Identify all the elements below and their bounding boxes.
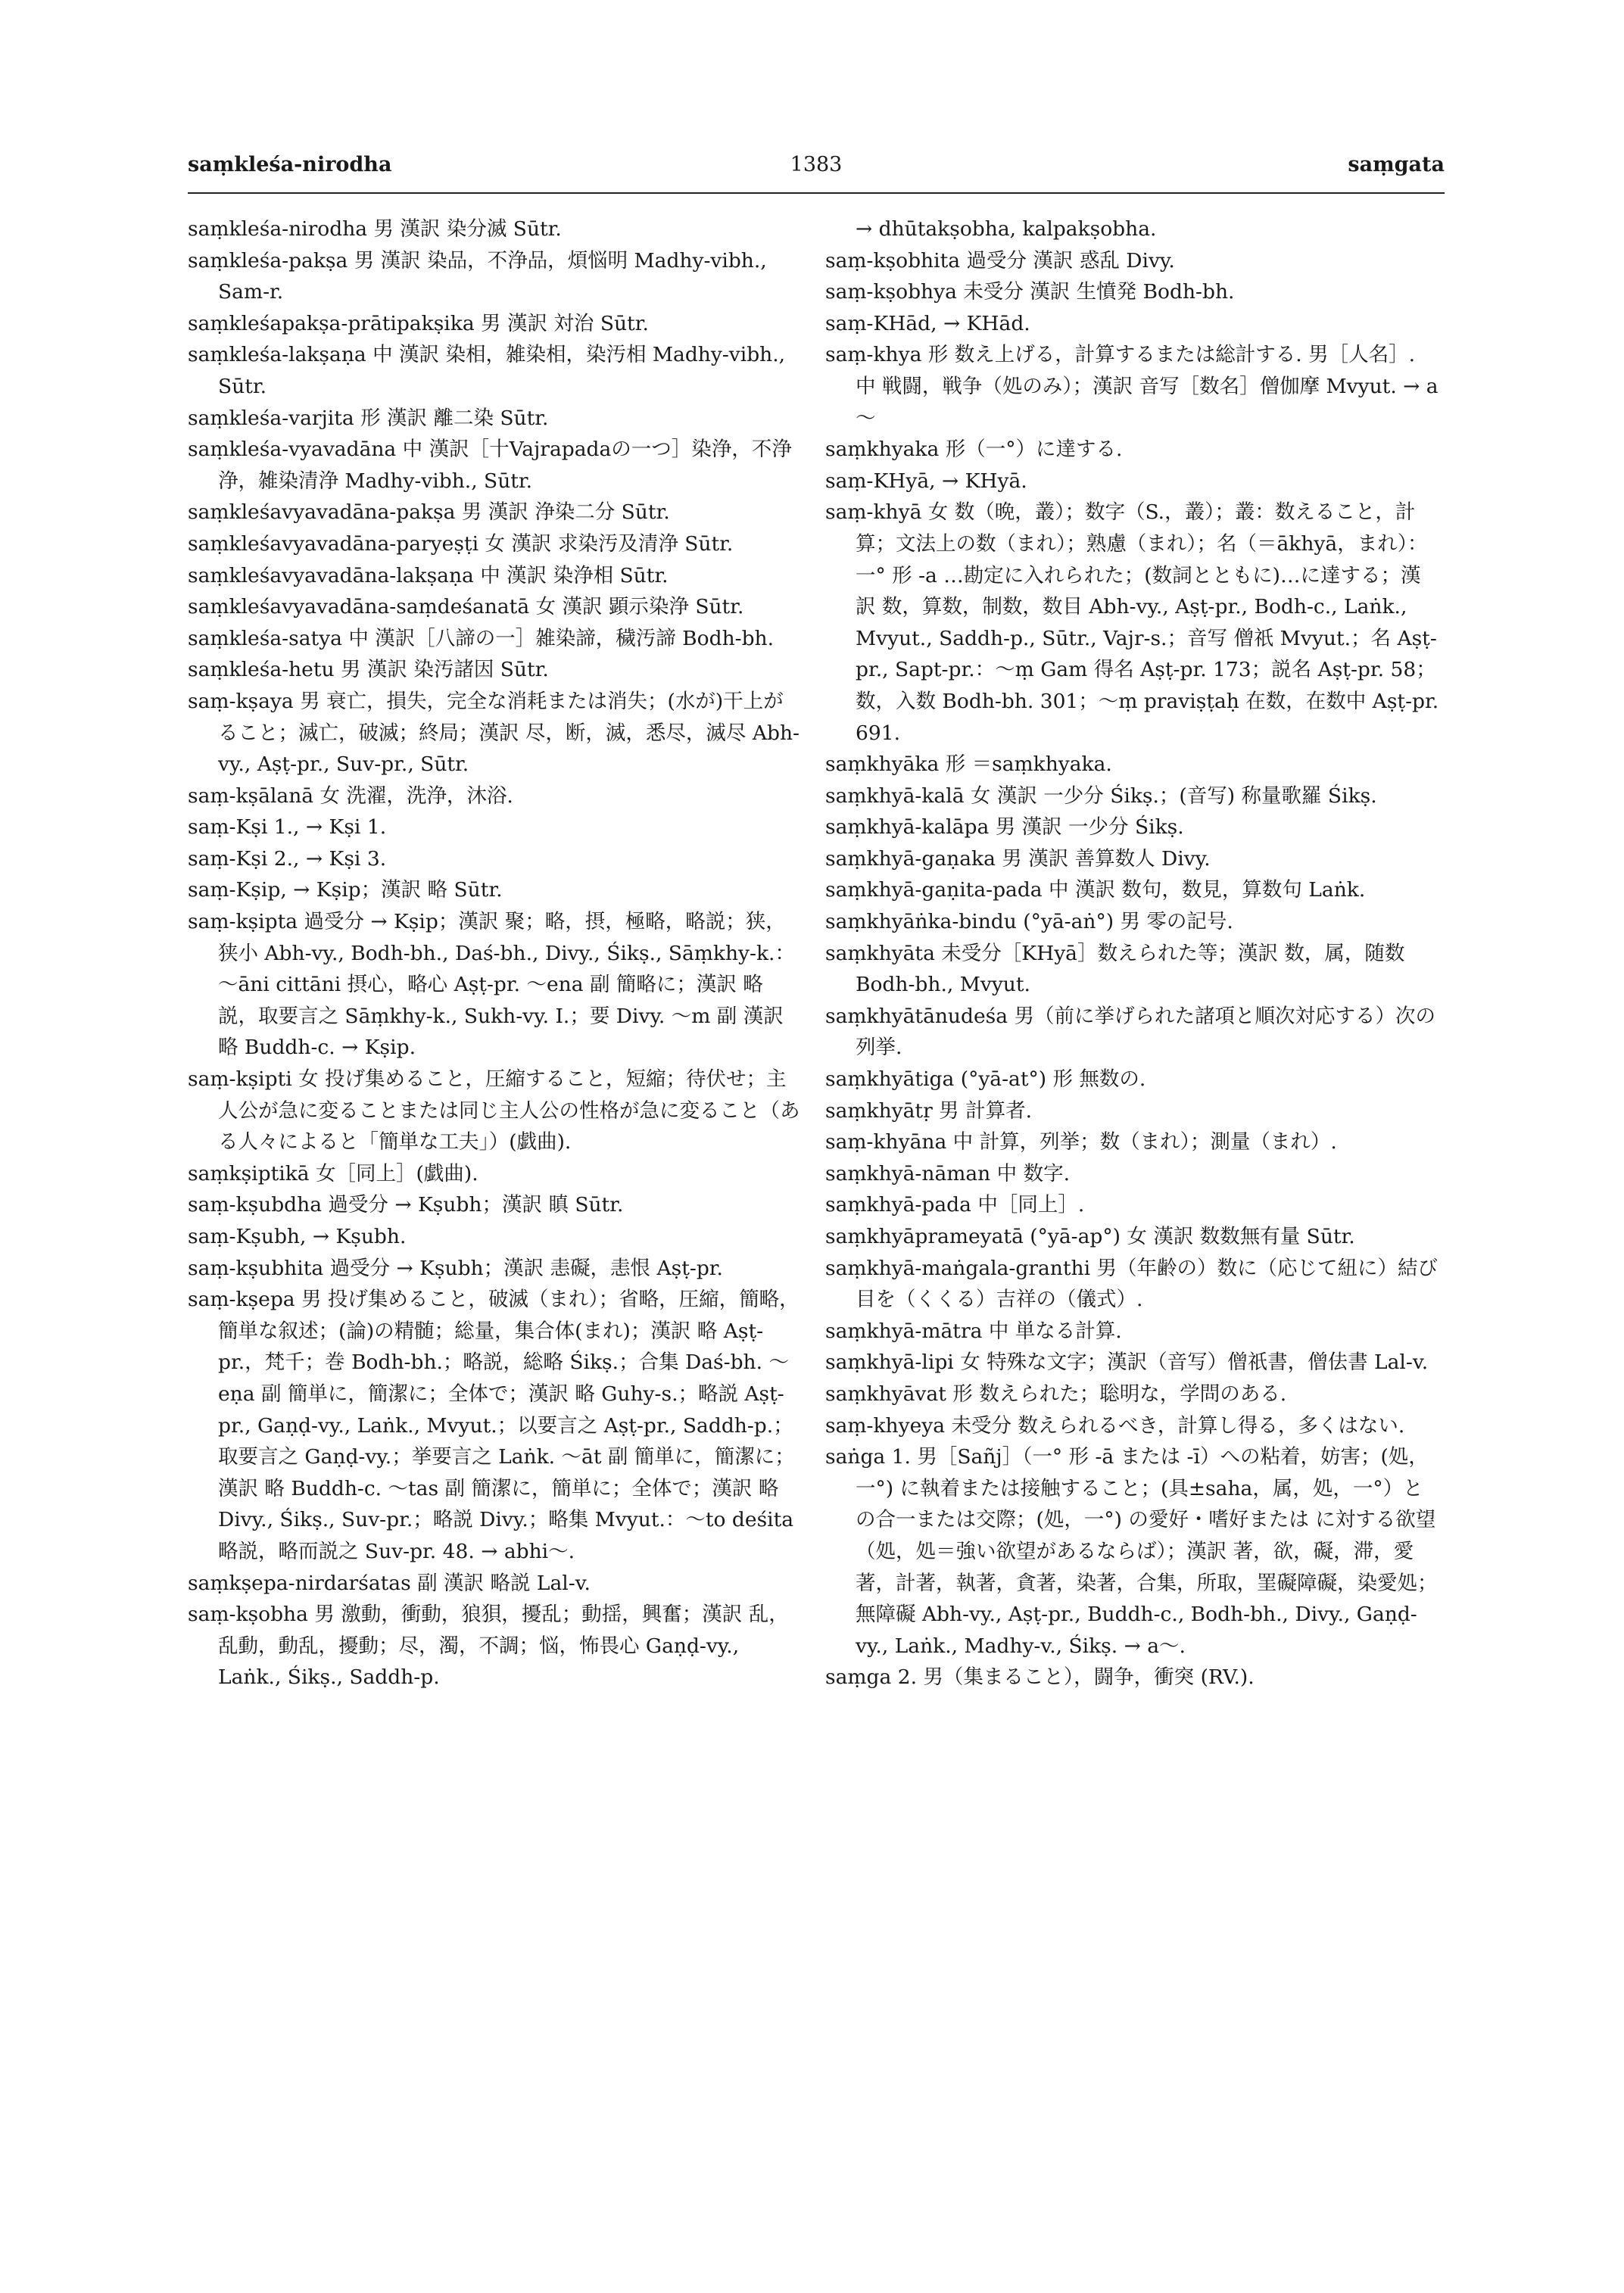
entry: saṃkhyātṛ 男 計算者. — [825, 1098, 1033, 1123]
entry: saṃ-kṣipta 過受分 → Kṣip；漢訳 聚；略，摂，極略，略説；狭，狭小 Abh-vy., Bodh-bh., Daś-bh., Divy., Śikṣ., Sāṃkhy-k.：～āni cittāni 摂心，略心 Aṣṭ-pr. ～ena 副 簡略に；漢訳 略説，取要言之 Sāṃkhy-k., Sukh-vy. I.；要 Divy. ～m 副 漢訳 略 Buddh-c. → Kṣip. — [188, 910, 795, 1060]
left-column — [188, 213, 803, 1693]
entry: saṃkleśa-vyavadāna 中 漢訳［十Vajrapadaの一つ］染浄，不浄浄，雑染清浄 Madhy-vibh., Sūtr. — [188, 438, 792, 493]
entry: saṃkhyā-kalā 女 漢訳 一少分 Śikṣ.；(音写) 称量歌羅 Śikṣ. — [825, 784, 1377, 808]
entry: saṃkhyāvat 形 数えられた；聡明な，学問のある. — [825, 1382, 1287, 1406]
entry: saṅga 1. 男［Sañj］（一° 形 -ā または -ī）への粘着，妨害；(処，一°) に執着または接触すること；(具±saha，属，処，一°）との合一または交際；(処，一°) の愛好・嗜好または に対する欲望（処，処＝強い欲望があるならば）；漢訳 著，欲，礙，滞，愛著，計著，執著，貪著，染著，合集，所取，罣礙障礙，染愛処；無障礙 Abh-vy., Aṣṭ-pr., Buddh-c., Bodh-bh., Divy., Gaṇḍ-vy., Laṅk., Madhy-v., Śikṣ. → a～. — [825, 1445, 1438, 1658]
header-right-headword: saṃgata — [1348, 153, 1445, 176]
entry: saṃkhyā-mātra 中 単なる計算. — [825, 1319, 1122, 1343]
entry: saṃ-KHād, → KHād. — [825, 311, 1030, 335]
entry: saṃ-khyā 女 数（晩，叢）；数字（S.，叢）；叢：数えること，計算；文法上の数（まれ）；熟慮（まれ）；名（＝ākhyā，まれ）：一° 形 -a …勘定に入れられた；(数詞とともに)…に達する；漢訳 数，算数，制数，数目 Abh-vy., Aṣṭ-pr., Bodh-c., Laṅk., Mvyut., Saddh-p., Sūtr., Vajr-s.；音写 僧祇 Mvyut.；名 Aṣṭ-pr., Sapt-pr.：～ṃ Gam 得名 Aṣṭ-pr. 173；説名 Aṣṭ-pr. 58；数，入数 Bodh-bh. 301；～ṃ praviṣṭaḥ 在数，在数中 Aṣṭ-pr. 691. — [825, 500, 1439, 745]
entry: saṃ-kṣubhita 過受分 → Kṣubh；漢訳 恚礙，恚恨 Aṣṭ-pr. — [188, 1256, 723, 1280]
entry: saṃ-Kṣi 1., → Kṣi 1. — [188, 815, 387, 840]
header-rule — [188, 192, 1445, 194]
entry: saṃ-kṣepa 男 投げ集めること，破滅（まれ）；省略，圧縮，簡略，簡単な叙述；(論)の精髄；総量，集合体(まれ)；漢訳 略 Aṣṭ-pr.，梵千；巻 Bodh-bh.；略説，総略 Śikṣ.；合集 Daś-bh. ～eṇa 副 簡単に，簡潔に；全体で；漢訳 略 Guhy-s.；略説 Aṣṭ-pr., Gaṇḍ-vy., Laṅk., Mvyut.；以要言之 Aṣṭ-pr., Saddh-p.；取要言之 Gaṇḍ-vy.；挙要言之 Laṅk. ～āt 副 簡単に，簡潔に；漢訳 略 Buddh-c. ～tas 副 簡潔に，簡単に；全体で；漢訳 略 Divy., Śikṣ., Suv-pr.；略説 Divy.；略集 Mvyut.：～to deśita 略説，略而説之 Suv-pr. 48. → abhi～. — [188, 1288, 800, 1563]
entry: saṃkhyātiga (°yā-at°) 形 無数の. — [825, 1067, 1146, 1092]
entry: saṃkhyāṅka-bindu (°yā-aṅ°) 男 零の記号. — [825, 910, 1233, 934]
entry: saṃkleśavyavadāna-paryeṣṭi 女 漢訳 求染汚及清浄 Sūtr. — [188, 531, 734, 556]
entry: saṃkhyāprameyatā (°yā-ap°) 女 漢訳 数数無有量 Sūtr. — [825, 1225, 1355, 1248]
entry: saṃkṣiptikā 女［同上］(戯曲). — [188, 1161, 478, 1185]
right-column — [825, 213, 1440, 1693]
entry: saṃkleśavyavadāna-saṃdeśanatā 女 漢訳 顕示染浄 Sūtr. — [188, 595, 744, 619]
entry: saṃ-KHyā, → KHyā. — [825, 469, 1027, 493]
entry: saṃ-Kṣi 2., → Kṣi 3. — [188, 846, 387, 871]
entry: saṃkhyāta 未受分［KHyā］数えられた等；漢訳 数，属，随数 Bodh-bh., Mvyut. — [825, 941, 1405, 997]
entry: saṃ-Kṣip, → Kṣip；漢訳 略 Sūtr. — [188, 878, 503, 902]
entry: saṃ-kṣipti 女 投げ集めること，圧縮すること，短縮；待伏せ；主人公が急に変ることまたは同じ主人公の性格が急に変ること（ある人々によると「簡単な工夫」）(戯曲). — [188, 1067, 800, 1154]
entry: saṃ-khyāna 中 計算，列挙；数（まれ）；測量（まれ）. — [825, 1130, 1337, 1154]
entry: saṃkhyā-maṅgala-granthi 男（年齢の）数に（応じて紐に）結び目を（くくる）吉祥の（儀式）. — [825, 1256, 1438, 1312]
entry: saṃkhyā-lipi 女 特殊な文字；漢訳（音写）僧祇書，僧佉書 Lal-v. — [825, 1351, 1429, 1375]
page-header — [188, 153, 1445, 186]
entry: saṃkṣepa-nirdarśatas 副 漢訳 略説 Lal-v. — [188, 1571, 591, 1595]
entry: saṃkleśa-lakṣaṇa 中 漢訳 染相，雑染相，染汚相 Madhy-vibh., Sūtr. — [188, 343, 786, 398]
entry: saṃkleśa-satya 中 漢訳［八諦の一］雑染諦，穢汚諦 Bodh-bh. — [188, 626, 775, 650]
entry: saṃ-kṣubdha 過受分 → Kṣubh；漢訳 瞋 Sūtr. — [188, 1193, 624, 1217]
entry: saṃkleśa-nirodha 男 漢訳 染分滅 Sūtr. — [188, 217, 562, 241]
entry: saṃ-Kṣubh, → Kṣubh. — [188, 1225, 407, 1248]
entry: saṃkhyaka 形（一°）に達する. — [825, 438, 1123, 462]
entry: saṃkleśavyavadāna-lakṣaṇa 中 漢訳 染浄相 Sūtr. — [188, 563, 669, 587]
entry: saṃ-kṣobhya 未受分 漢訳 生憤発 Bodh-bh. — [825, 280, 1235, 304]
entry: saṃkleśavyavadāna-pakṣa 男 漢訳 浄染二分 Sūtr. — [188, 500, 670, 525]
entry: saṃkhyātānudeśa 男（前に挙げられた諸項と順次対応する）次の列挙. — [825, 1004, 1435, 1060]
entry: saṃ-khya 形 数え上げる，計算するまたは総計する. 男［人名］. 中 戦闘，戦争（処のみ）；漢訳 音写［数名］僧伽摩 Mvyut. → a～ — [825, 343, 1439, 430]
entry: saṃkleśa-hetu 男 漢訳 染汚諸因 Sūtr. — [188, 658, 549, 682]
entry: saṃkleśapakṣa-prātipakṣika 男 漢訳 対治 Sūtr. — [188, 311, 649, 335]
entry: saṃ-kṣālanā 女 洗濯，洗浄，沐浴. — [188, 784, 513, 808]
entry: saṃkhyā-kalāpa 男 漢訳 一少分 Śikṣ. — [825, 815, 1184, 840]
entry: saṃkhyā-gaṇaka 男 漢訳 善算数人 Divy. — [825, 846, 1211, 871]
entry: saṃkhyā-pada 中［同上］. — [825, 1193, 1085, 1217]
header-left-headword: saṃkleśa-nirodha — [188, 153, 392, 176]
entry: saṃ-kṣaya 男 衰亡，損失，完全な消耗または消失；(水が)干上がること；滅亡，破滅；終局；漢訳 尽，断，滅，悉尽，滅尽 Abh-vy., Aṣṭ-pr., Suv-pr., Sūtr. — [188, 689, 800, 777]
page-number: 1383 — [790, 153, 843, 176]
entry: saṃkleśa-pakṣa 男 漢訳 染品，不浄品，煩悩明 Madhy-vibh., Sam-r. — [188, 248, 767, 304]
entry: saṃ-kṣobhita 過受分 漢訳 惑乱 Divy. — [825, 248, 1175, 273]
entry: saṃkleśa-varjita 形 漢訳 離二染 Sūtr. — [188, 406, 549, 430]
entry-continuation: → dhūtakṣobha, kalpakṣobha. — [856, 217, 1157, 241]
entry: saṃ-khyeya 未受分 数えられるべき，計算し得る，多くはない. — [825, 1413, 1405, 1438]
entry: saṃga 2. 男（集まること），闘争，衝突 (RV.). — [825, 1665, 1255, 1690]
entry: saṃkhyā-nāman 中 数字. — [825, 1161, 1071, 1185]
entry: saṃ-kṣobha 男 激動，衝動，狼狽，擾乱；動揺，興奮；漢訳 乱，乱動，動乱，擾動；尽，濁，不調；悩，怖畏心 Gaṇḍ-vy., Laṅk., Śikṣ., Saddh-p. — [188, 1603, 789, 1690]
entry: saṃkhyāka 形 ＝saṃkhyaka. — [825, 752, 1112, 777]
entry: saṃkhyā-gaṇita-pada 中 漢訳 数句，数見，算数句 Laṅk. — [825, 878, 1366, 902]
